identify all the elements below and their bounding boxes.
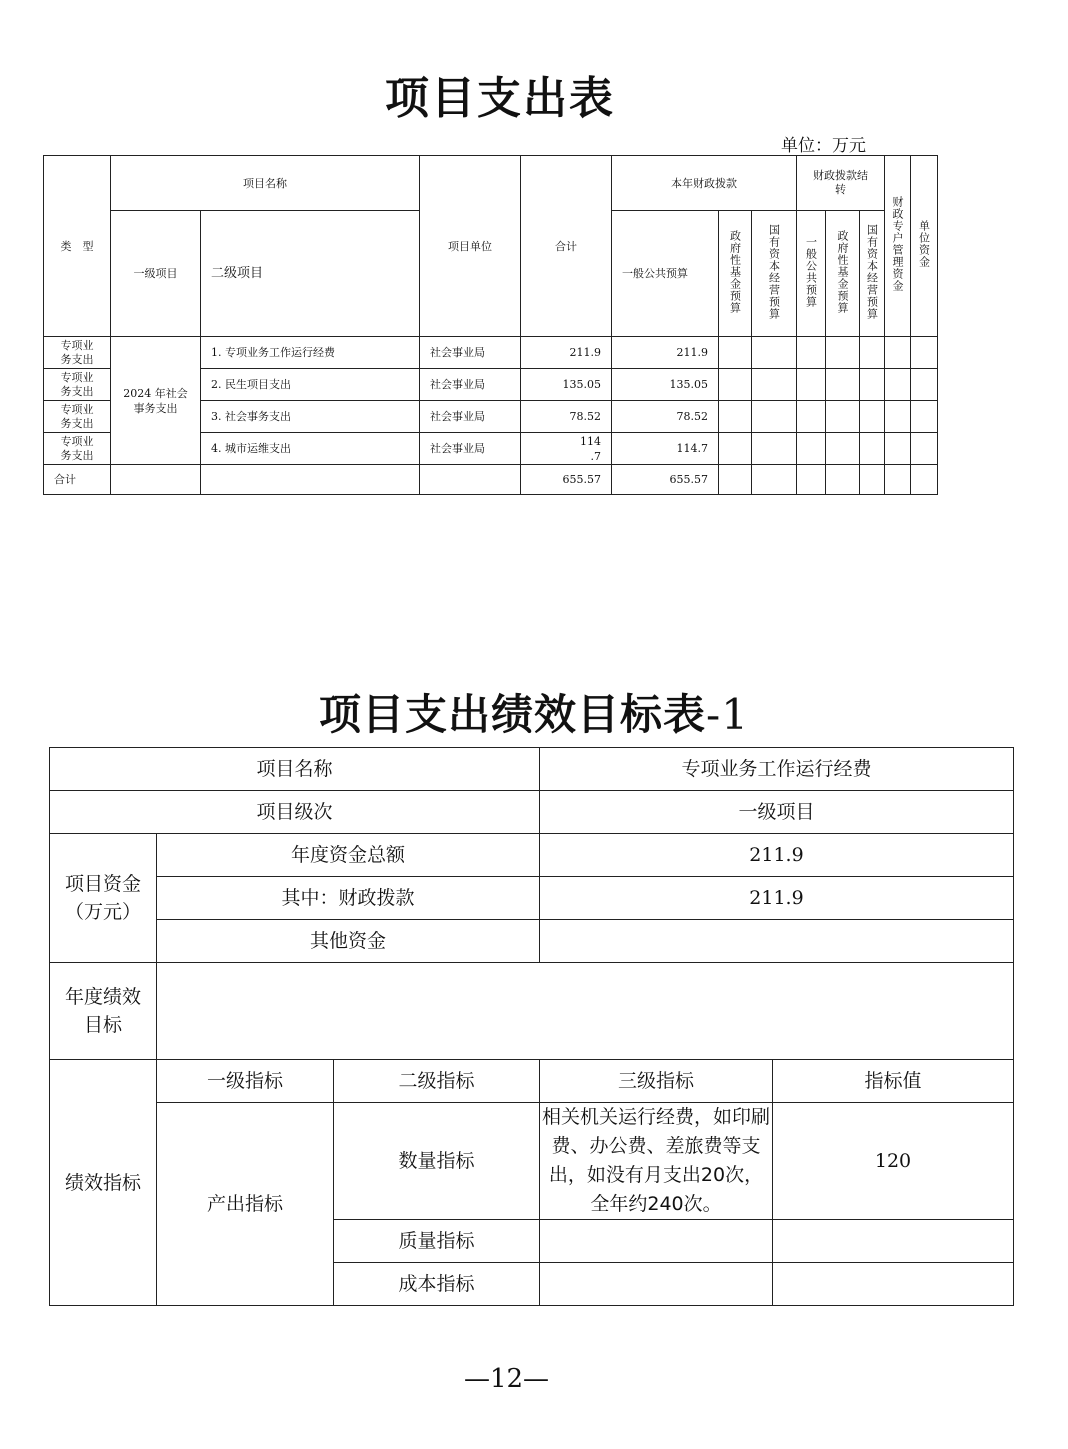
header-special-fund: [885, 156, 911, 337]
row-general: 211.9: [612, 337, 719, 369]
output-indicator: 产出指标: [157, 1103, 334, 1306]
level1-text: 2024 年社会事务支出: [123, 386, 188, 415]
fiscal-value: 211.9: [540, 877, 1014, 920]
header-co-state-capital-text: 国有资本经营预算: [865, 223, 879, 320]
page-number: —12—: [463, 1364, 550, 1394]
header-state-capital: [752, 211, 797, 337]
header-level2: 二级项目: [201, 211, 420, 337]
col-indicator-value: 指标值: [773, 1060, 1014, 1103]
header-gov-fund-text: 政府性基金预算: [728, 229, 742, 314]
row-type-text: 专项业务支出: [60, 370, 94, 398]
row-level2: 4. 城市运维支出: [201, 433, 420, 465]
quantity-description: 相关机关运行经费，如印刷费、办公费、差旅费等支出，如没有月支出20次，全年约240次。: [540, 1103, 773, 1220]
header-co-gov-fund-text: 政府性基金预算: [836, 229, 850, 314]
fiscal-label: 其中：财政拨款: [157, 877, 540, 920]
table1-title: 项目支出表: [385, 73, 615, 124]
row-total: [521, 433, 612, 465]
row-unit: 社会事业局: [420, 433, 521, 465]
project-fund-label: [50, 834, 157, 963]
table2-title: [0, 682, 1068, 742]
row-general: 135.05: [612, 369, 719, 401]
unit-label: 单位：万元: [781, 136, 866, 156]
sum-label: 合计: [44, 465, 111, 495]
annual-goal-value: [157, 963, 1014, 1060]
header-co-general-text: 一般公共预算: [804, 235, 818, 308]
indicator-label: 绩效指标: [50, 1060, 157, 1306]
table2-title-suffix: -1: [706, 690, 749, 739]
row-unit: 社会事业局: [420, 401, 521, 433]
project-name-label: 项目名称: [50, 748, 540, 791]
header-special-fund-text: 财政专户管理资金: [891, 196, 905, 292]
row-total: 135.05: [521, 369, 612, 401]
col-level3-indicator: 三级指标: [540, 1060, 773, 1103]
row-type-text: 专项业务支出: [60, 402, 94, 430]
row-total: 211.9: [521, 337, 612, 369]
header-state-capital-text: 国有资本经营预算: [767, 223, 781, 320]
header-unit-fund: [911, 156, 938, 337]
other-fund-value: [540, 920, 1014, 963]
row-level2: 3. 社会事务支出: [201, 401, 420, 433]
project-name-value: 专项业务工作运行经费: [540, 748, 1014, 791]
performance-target-table: [49, 747, 1014, 1306]
header-level1: 一级项目: [111, 211, 201, 337]
header-general-budget: 一般公共预算: [612, 211, 719, 337]
sum-row: [44, 465, 938, 495]
row-type-text: 专项业务支出: [60, 338, 94, 366]
header-co-gov-fund: [826, 211, 860, 337]
quality-indicator: 质量指标: [334, 1220, 540, 1263]
project-fund-text: 项目资金（万元）: [64, 873, 141, 923]
header-current-fiscal: 本年财政拨款: [612, 156, 797, 211]
cost-indicator: 成本指标: [334, 1263, 540, 1306]
header-carryover-text: 财政拨款结转: [813, 169, 869, 196]
row-type: [44, 369, 111, 401]
project-level-value: 一级项目: [540, 791, 1014, 834]
project-level-label: 项目级次: [50, 791, 540, 834]
annual-total-label: 年度资金总额: [157, 834, 540, 877]
row-total-part-b: .7: [590, 449, 601, 463]
row-unit: 社会事业局: [420, 369, 521, 401]
row-type: [44, 337, 111, 369]
row-type: [44, 401, 111, 433]
row-general: 78.52: [612, 401, 719, 433]
other-fund-label: 其他资金: [157, 920, 540, 963]
sum-general: 655.57: [612, 465, 719, 495]
table2-title-text: 项目支出绩效目标表: [319, 690, 707, 739]
header-total: 合计: [521, 156, 612, 337]
header-type: 类 型: [44, 156, 111, 337]
header-unit-fund-text: 单位资金: [917, 220, 931, 268]
col-level1-indicator: 一级指标: [157, 1060, 334, 1103]
project-expenditure-table: [43, 155, 938, 495]
annual-goal-text: 年度绩效目标: [64, 986, 141, 1036]
header-project-name: 项目名称: [111, 156, 420, 211]
header-co-general: [797, 211, 826, 337]
header-gov-fund: [719, 211, 752, 337]
annual-goal-label: [50, 963, 157, 1060]
row-unit: 社会事业局: [420, 337, 521, 369]
row-level2: 2. 民生项目支出: [201, 369, 420, 401]
table-row: [44, 337, 938, 369]
level1-cell: [111, 337, 201, 465]
header-project-unit: 项目单位: [420, 156, 521, 337]
row-type: [44, 433, 111, 465]
row-total-part-a: 114: [580, 434, 601, 448]
quantity-value: 120: [773, 1103, 1014, 1220]
header-co-state-capital: [860, 211, 885, 337]
row-general: 114.7: [612, 433, 719, 465]
header-carryover: [797, 156, 885, 211]
row-total: 78.52: [521, 401, 612, 433]
annual-total-value: 211.9: [540, 834, 1014, 877]
row-level2: 1. 专项业务工作运行经费: [201, 337, 420, 369]
sum-total: 655.57: [521, 465, 612, 495]
row-type-text: 专项业务支出: [60, 434, 94, 462]
col-level2-indicator: 二级指标: [334, 1060, 540, 1103]
quantity-indicator: 数量指标: [334, 1103, 540, 1220]
